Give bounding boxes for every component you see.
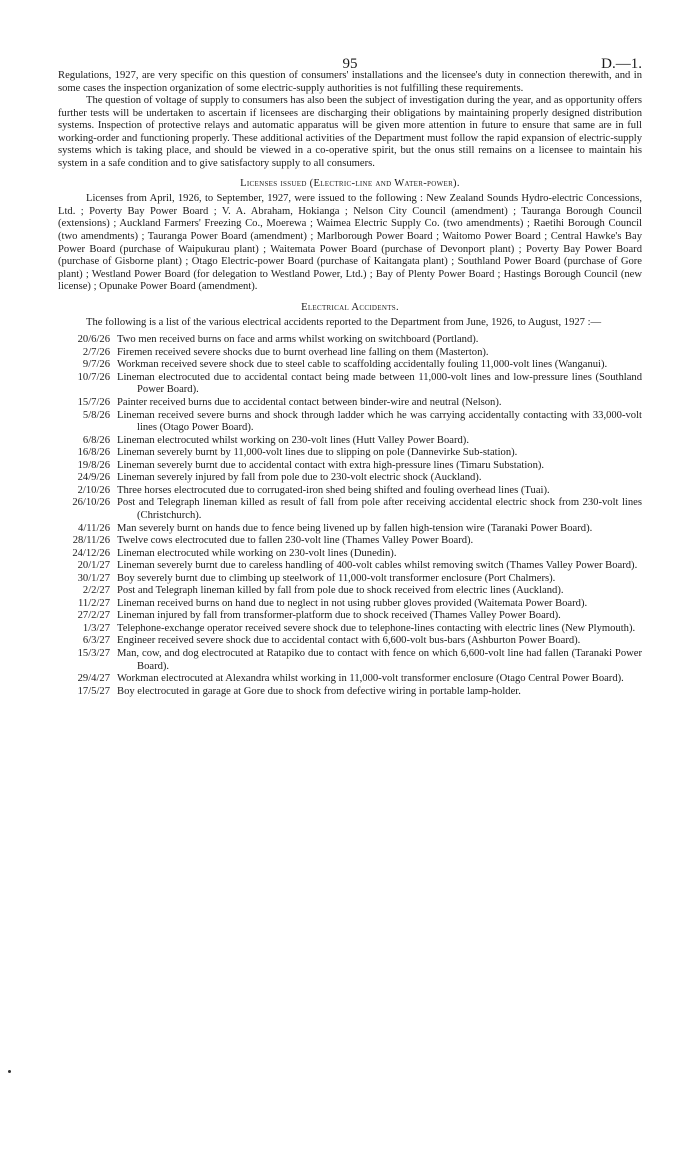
accident-date: 4/11/26 <box>78 522 110 534</box>
accident-date: 19/8/26 <box>77 459 110 471</box>
accident-entry <box>58 460 642 473</box>
accident-description: Post and Telegraph lineman killed as result of fall from pole after receiving accidental electric shock from 230-volt lines (Christchurch). <box>117 497 642 521</box>
accident-entry <box>58 523 642 536</box>
accident-date: 2/7/26 <box>82 346 110 358</box>
accident-date: 2/10/26 <box>77 484 110 496</box>
accident-description: Two men received burns on face and arms whilst working on switchboard (Portland). <box>117 334 479 346</box>
accident-entry <box>58 585 642 598</box>
accident-entry <box>58 610 642 623</box>
accident-entry <box>58 397 642 410</box>
accident-date: 16/8/26 <box>77 447 110 459</box>
margin-mark <box>8 1070 11 1073</box>
accident-date: 1/3/27 <box>82 622 110 634</box>
accident-date: 20/6/26 <box>77 334 110 346</box>
accident-date: 28/11/26 <box>72 535 110 547</box>
accident-date: 15/3/27 <box>77 647 110 659</box>
accident-description: Lineman severely burnt due to accidental contact with extra high-pressure lines (Timaru Substation). <box>117 459 545 471</box>
accident-date: 11/2/27 <box>78 597 110 609</box>
accident-description: Lineman severely burnt by 11,000-volt lines due to slipping on pole (Dannevirke Sub-station). <box>117 447 518 459</box>
accident-entry <box>58 635 642 648</box>
accident-entry <box>58 485 642 498</box>
accident-date: 24/9/26 <box>77 472 110 484</box>
accident-date: 9/7/26 <box>82 359 110 371</box>
document-reference: D.—1. <box>601 56 642 72</box>
intro-paragraph-1: Regulations, 1927, are very specific on this question of consumers' installations and the licensee's duty in connection therewith, and in some cases the inspection organization of some electric-supply authorities is not fulfilling these requirements. <box>58 70 642 94</box>
accident-description: Firemen received severe shocks due to burnt overhead line falling on them (Masterton). <box>117 346 489 358</box>
accident-description: Workman received severe shock due to steel cable to scaffolding accidentally fouling 11,000-volt lines (Wanganui). <box>117 359 608 371</box>
accident-date: 6/3/27 <box>82 635 110 647</box>
accident-description: Lineman electrocuted due to accidental contact being made between 11,000-volt lines and low-pressure lines (Southland Power Board). <box>117 371 642 396</box>
accident-description: Lineman injured by fall from transformer-platform due to shock received (Thames Valley Power Board). <box>117 610 561 622</box>
accident-entry <box>58 435 642 448</box>
accident-date: 2/2/27 <box>82 585 110 597</box>
accident-date: 15/7/26 <box>77 397 110 409</box>
accident-entry <box>58 497 642 522</box>
accident-entry <box>58 410 642 435</box>
accident-description: Twelve cows electrocuted due to fallen 230-volt line (Thames Valley Power Board). <box>117 535 474 547</box>
accident-description: Workman electrocuted at Alexandra whilst working in 11,000-volt transformer enclosure (Otago Central Power Board). <box>117 673 624 685</box>
accidents-intro: The following is a list of the various electrical accidents reported to the Department from June, 1926, to August, 1927 :— <box>86 316 602 328</box>
document-page <box>58 48 642 698</box>
accidents-heading: Electrical Accidents. <box>301 301 399 313</box>
accident-description: Boy electrocuted in garage at Gore due to shock from defective wiring in portable lamp-holder. <box>117 685 521 697</box>
accident-description: Lineman received severe burns and shock through ladder which he was carrying accidentally contacting with 33,000-volt lines (Otago Power Board). <box>117 409 642 434</box>
accident-description: Engineer received severe shock due to accidental contact with 6,600-volt bus-bars (Ashburton Power Board). <box>117 635 581 647</box>
accident-date: 6/8/26 <box>82 434 110 446</box>
accident-description: Boy severely burnt due to climbing up steelwork of 11,000-volt transformer enclosure (Port Chalmers). <box>117 572 556 584</box>
page-number: 95 <box>342 56 358 72</box>
accident-description: Painter received burns due to accidental contact between binder-wire and neutral (Nelson). <box>117 397 502 409</box>
accident-entry <box>58 560 642 573</box>
accident-entry <box>58 623 642 636</box>
accident-date: 20/1/27 <box>77 560 110 572</box>
accident-entry <box>58 598 642 611</box>
accident-description: Lineman received burns on hand due to neglect in not using rubber gloves provided (Waitemata Power Board). <box>117 597 588 609</box>
accident-description: Lineman severely burnt due to careless handling of 400-volt cables whilst removing switch (Thames Valley Power Board). <box>117 560 638 572</box>
accident-entry <box>58 548 642 561</box>
accident-date: 29/4/27 <box>77 673 110 685</box>
accident-list <box>58 334 642 698</box>
accident-date: 17/5/27 <box>77 685 110 697</box>
accident-date: 30/1/27 <box>77 572 110 584</box>
accident-entry <box>58 673 642 686</box>
accident-description: Lineman electrocuted while working on 230-volt lines (Dunedin). <box>117 547 397 559</box>
accident-description: Lineman electrocuted whilst working on 230-volt lines (Hutt Valley Power Board). <box>117 434 469 446</box>
licenses-heading: Licenses issued (Electric-line and Water-power). <box>240 178 460 190</box>
accident-date: 27/2/27 <box>77 610 110 622</box>
accident-date: 26/10/26 <box>72 497 110 509</box>
licenses-paragraph: Licenses from April, 1926, to September, 1927, were issued to the following : New Zealand Sounds Hydro-electric Concessions, Ltd. ; Poverty Bay Power Board ; V. A. Abraham, Hokianga ; Nelson City Council (amendment) ; Tauranga Borough Council (extensions) ; Auckland Farmers' Freezing Co., Moerewa ; Waimea Electric Supply Co. (two amendments) ; Raetihi Borough Council (two amendments) ; Tauranga Power Board (amendment) ; Marlborough Power Board ; Waitomo Power Board ; Central Hawke's Bay Power Board (purchase of Waipukurau plant) ; Waitemata Power Board (purchase of Devonport plant) ; Poverty Bay Power Board (purchase of Gisborne plant) ; Otago Electric-power Board (purchase of Kaitangata plant) ; Southland Power Board (purchase of Gore plant) ; Westland Power Board (for delegation to Westland Power, Ltd.) ; Bay of Plenty Power Board ; Hastings Borough Council (new license) ; Opunake Power Board (amendment). <box>58 193 642 293</box>
accident-description: Man severely burnt on hands due to fence being livened up by fallen high-tension wire (Taranaki Power Board). <box>117 522 593 534</box>
accident-description: Lineman severely injured by fall from pole due to 230-volt electric shock (Auckland). <box>117 472 482 484</box>
accident-description: Man, cow, and dog electrocuted at Ratapiko due to contact with fence on which 6,600-volt line had fallen (Taranaki Power Board). <box>117 647 642 672</box>
accident-entry <box>58 359 642 372</box>
page-header <box>58 48 642 70</box>
accident-date: 10/7/26 <box>77 371 110 383</box>
accident-entry <box>58 347 642 360</box>
accident-entry <box>58 686 642 699</box>
accident-description: Post and Telegraph lineman killed by fall from pole due to shock received from electric lines (Auckland). <box>117 585 564 597</box>
accident-date: 5/8/26 <box>82 409 110 421</box>
accident-entry <box>58 648 642 673</box>
accident-entry <box>58 472 642 485</box>
accident-date: 24/12/26 <box>72 547 110 559</box>
accident-entry <box>58 334 642 347</box>
accident-entry <box>58 535 642 548</box>
accident-entry <box>58 372 642 397</box>
accident-description: Telephone-exchange operator received severe shock due to telephone-lines contacting with electric lines (New Plymouth). <box>117 622 636 634</box>
accident-entry <box>58 573 642 586</box>
accident-description: Three horses electrocuted due to corrugated-iron shed being shifted and fouling overhead lines (Tuai). <box>117 484 550 496</box>
intro-paragraph-2: The question of voltage of supply to consumers has also been the subject of investigation during the year, and as opportunity offers further tests will be undertaken to ascertain if licensees are discharging their obligations by maintaining properly designed distribution systems. Inspection of protective relays and automatic apparatus will be given more attention in future to ensure that same are in full working-order and functioning properly. These additional activities of the Department must follow the rapid expansion of electric-supply systems which is taking place, and should be viewed in a co-operative spirit, but the onus still remains on a licensee to maintain his system in a safe condition and to give satisfactory supply to all consumers. <box>58 95 642 169</box>
accident-entry <box>58 447 642 460</box>
